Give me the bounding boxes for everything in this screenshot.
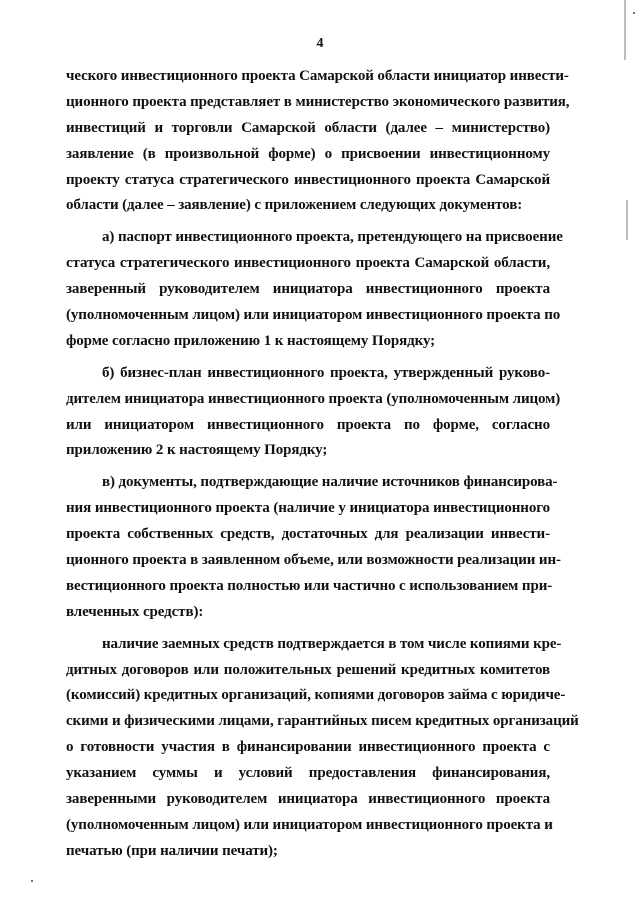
text-line: ционного проекта в заявленном объеме, или возможности реализации ин-	[66, 552, 561, 569]
text-line: (уполномоченным лицом) или инициатором инвестиционного проекта по	[66, 307, 561, 324]
body-text	[66, 64, 579, 865]
page-number: 4	[316, 36, 324, 51]
scan-artifact	[626, 200, 628, 240]
scan-dot	[633, 12, 635, 14]
text-line: влеченных средств):	[66, 603, 204, 620]
text-line: б) бизнес-план инвестиционного проекта, утвержденный руково-	[102, 364, 550, 381]
text-line: ционного проекта представляет в министерство экономического развития,	[66, 93, 570, 110]
text-line: в) документы, подтверждающие наличие источников финансирова-	[102, 474, 558, 491]
text-line: о готовности участия в финансировании инвестиционного проекта с	[66, 739, 550, 756]
text-line: указанием суммы и условий предоставления финансирования,	[66, 765, 550, 782]
paragraph-borrowed-funds	[66, 632, 579, 865]
scan-dot	[31, 880, 33, 882]
paragraph-item-v	[66, 470, 561, 625]
text-line: статуса стратегического инвестиционного проекта Самарской области,	[66, 255, 550, 272]
text-line: а) паспорт инвестиционного проекта, претендующего на присвоение	[102, 229, 563, 246]
text-line: проекта собственных средств, достаточных для реализации инвести-	[66, 526, 550, 543]
paragraph-item-a	[66, 225, 563, 354]
text-line: или инициатором инвестиционного проекта по форме, согласно	[66, 416, 550, 433]
text-line: наличие заемных средств подтверждается в том числе копиями кре-	[102, 635, 562, 652]
text-line: дитных договоров или положительных решений кредитных комитетов	[66, 661, 550, 678]
text-line: скими и физическими лицами, гарантийных писем кредитных организаций	[66, 713, 579, 730]
paragraph-item-b	[66, 361, 561, 465]
text-line: печатью (при наличии печати);	[66, 842, 278, 859]
text-line: (уполномоченным лицом) или инициатором инвестиционного проекта и	[66, 816, 553, 833]
text-line: заявление (в произвольной форме) о присвоении инвестиционному	[66, 145, 550, 162]
text-line: приложению 2 к настоящему Порядку;	[66, 442, 328, 459]
text-line: вестиционного проекта полностью или частично с использованием при-	[66, 577, 553, 594]
text-line: заверенными руководителем инициатора инвестиционного проекта	[66, 791, 550, 808]
text-line: области (далее – заявление) с приложением следующих документов:	[66, 197, 523, 214]
text-line: ния инвестиционного проекта (наличие у инициатора инвестиционного	[66, 500, 550, 517]
text-line: проекту статуса стратегического инвестиционного проекта Самарской	[66, 171, 550, 188]
text-line: дителем инициатора инвестиционного проекта (уполномоченным лицом)	[66, 390, 561, 407]
text-line: (комиссий) кредитных организаций, копиями договоров займа с юридиче-	[66, 687, 566, 704]
text-line: заверенный руководителем инициатора инвестиционного проекта	[66, 281, 550, 298]
text-line: форме согласно приложению 1 к настоящему Порядку;	[66, 332, 436, 349]
text-line: ческого инвестиционного проекта Самарской области инициатор инвести-	[66, 68, 569, 84]
paragraph-intro	[66, 64, 570, 219]
text-line: инвестиций и торговли Самарской области (далее – министерство)	[66, 119, 550, 136]
